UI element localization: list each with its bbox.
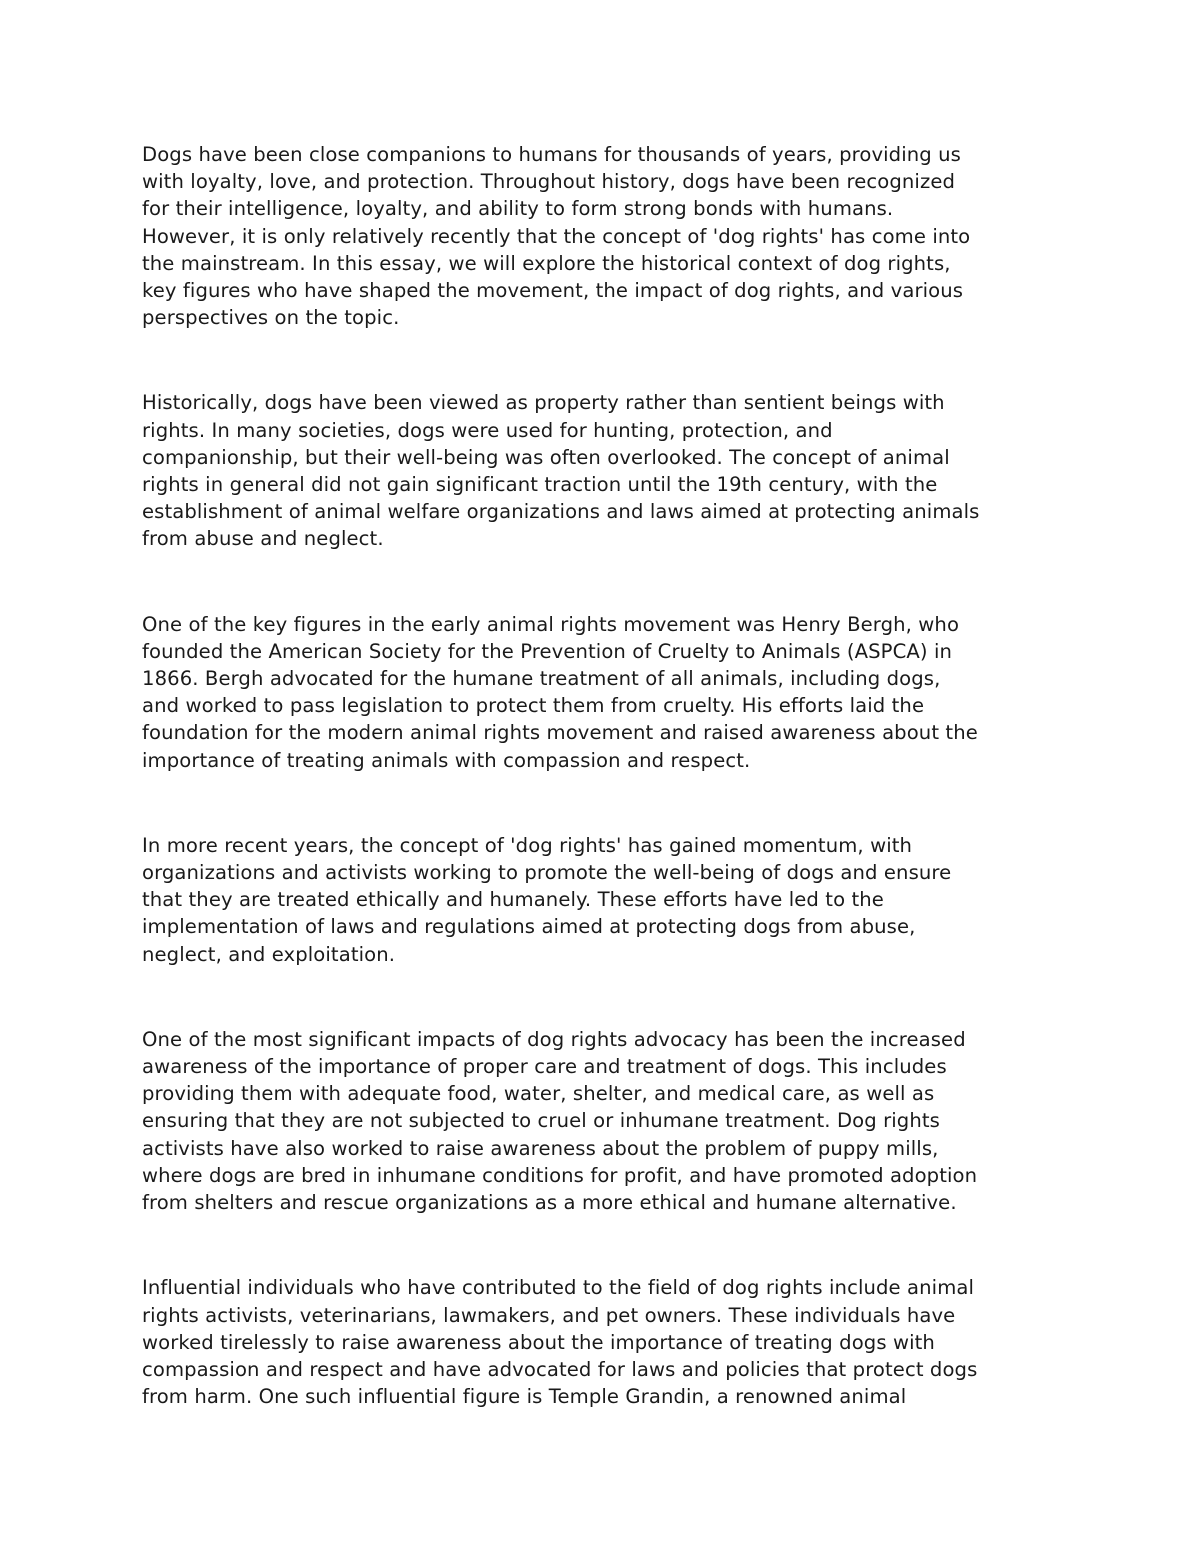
text-line: key figures who have shaped the movement, the impact of dog rights, and various [142, 279, 964, 303]
text-line: One of the key figures in the early animal rights movement was Henry Bergh, who [142, 612, 960, 636]
text-line: perspectives on the topic. [142, 306, 400, 330]
text-line: Historically, dogs have been viewed as property rather than sentient beings with [142, 391, 945, 415]
text-line: companionship, but their well-being was often overlooked. The concept of animal [142, 445, 950, 469]
paragraph-intro [142, 141, 1072, 331]
text-line: and worked to pass legislation to protect them from cruelty. His efforts laid the [142, 694, 925, 718]
text-line: worked tirelessly to raise awareness about the importance of treating dogs with [142, 1330, 935, 1354]
text-line: ensuring that they are not subjected to cruel or inhumane treatment. Dog rights [142, 1109, 940, 1133]
text-line: Dogs have been close companions to humans for thousands of years, providing us [142, 143, 961, 166]
text-line: founded the American Society for the Prevention of Cruelty to Animals (ASPCA) in [142, 639, 953, 663]
text-line: One of the most significant impacts of dog rights advocacy has been the increased [142, 1027, 966, 1051]
text-line: rights activists, veterinarians, lawmakers, and pet owners. These individuals have [142, 1303, 956, 1327]
text-line: organizations and activists working to promote the well-being of dogs and ensure [142, 861, 952, 885]
text-line: providing them with adequate food, water, shelter, and medical care, as well as [142, 1082, 935, 1106]
text-line: the mainstream. In this essay, we will explore the historical context of dog rights, [142, 251, 951, 275]
text-line: However, it is only relatively recently that the concept of 'dog rights' has come into [142, 224, 971, 248]
paragraph-henry-bergh [142, 611, 1072, 774]
paragraph-recent-years [142, 832, 1072, 968]
paragraph-history [142, 389, 1072, 552]
text-line: awareness of the importance of proper care and treatment of dogs. This includes [142, 1055, 947, 1079]
text-line: that they are treated ethically and humanely. These efforts have led to the [142, 888, 884, 912]
text-line: for their intelligence, loyalty, and ability to form strong bonds with humans. [142, 197, 894, 221]
text-line: from harm. One such influential figure is Temple Grandin, a renowned animal [142, 1385, 907, 1409]
text-line: rights. In many societies, dogs were used for hunting, protection, and [142, 418, 833, 442]
text-line: Influential individuals who have contributed to the field of dog rights include animal [142, 1276, 975, 1300]
text-line: from shelters and rescue organizations as a more ethical and humane alternative. [142, 1191, 957, 1215]
text-line: from abuse and neglect. [142, 527, 384, 551]
text-line: with loyalty, love, and protection. Throughout history, dogs have been recognized [142, 170, 956, 194]
text-line: rights in general did not gain significant traction until the 19th century, with the [142, 473, 938, 497]
text-line: foundation for the modern animal rights movement and raised awareness about the [142, 721, 978, 745]
paragraph-influential-individuals [142, 1274, 1072, 1410]
text-line: 1866. Bergh advocated for the humane treatment of all animals, including dogs, [142, 667, 941, 691]
document-body [142, 141, 1072, 1468]
text-line: establishment of animal welfare organizations and laws aimed at protecting animals [142, 500, 980, 524]
paragraph-impacts [142, 1026, 1072, 1216]
text-line: neglect, and exploitation. [142, 942, 396, 966]
text-line: where dogs are bred in inhumane conditions for profit, and have promoted adoption [142, 1163, 978, 1187]
text-line: implementation of laws and regulations aimed at protecting dogs from abuse, [142, 915, 916, 939]
text-line: In more recent years, the concept of 'dog rights' has gained momentum, with [142, 833, 913, 857]
text-line: compassion and respect and have advocated for laws and policies that protect dogs [142, 1357, 978, 1381]
text-line: importance of treating animals with compassion and respect. [142, 748, 751, 772]
text-line: activists have also worked to raise awareness about the problem of puppy mills, [142, 1136, 939, 1160]
